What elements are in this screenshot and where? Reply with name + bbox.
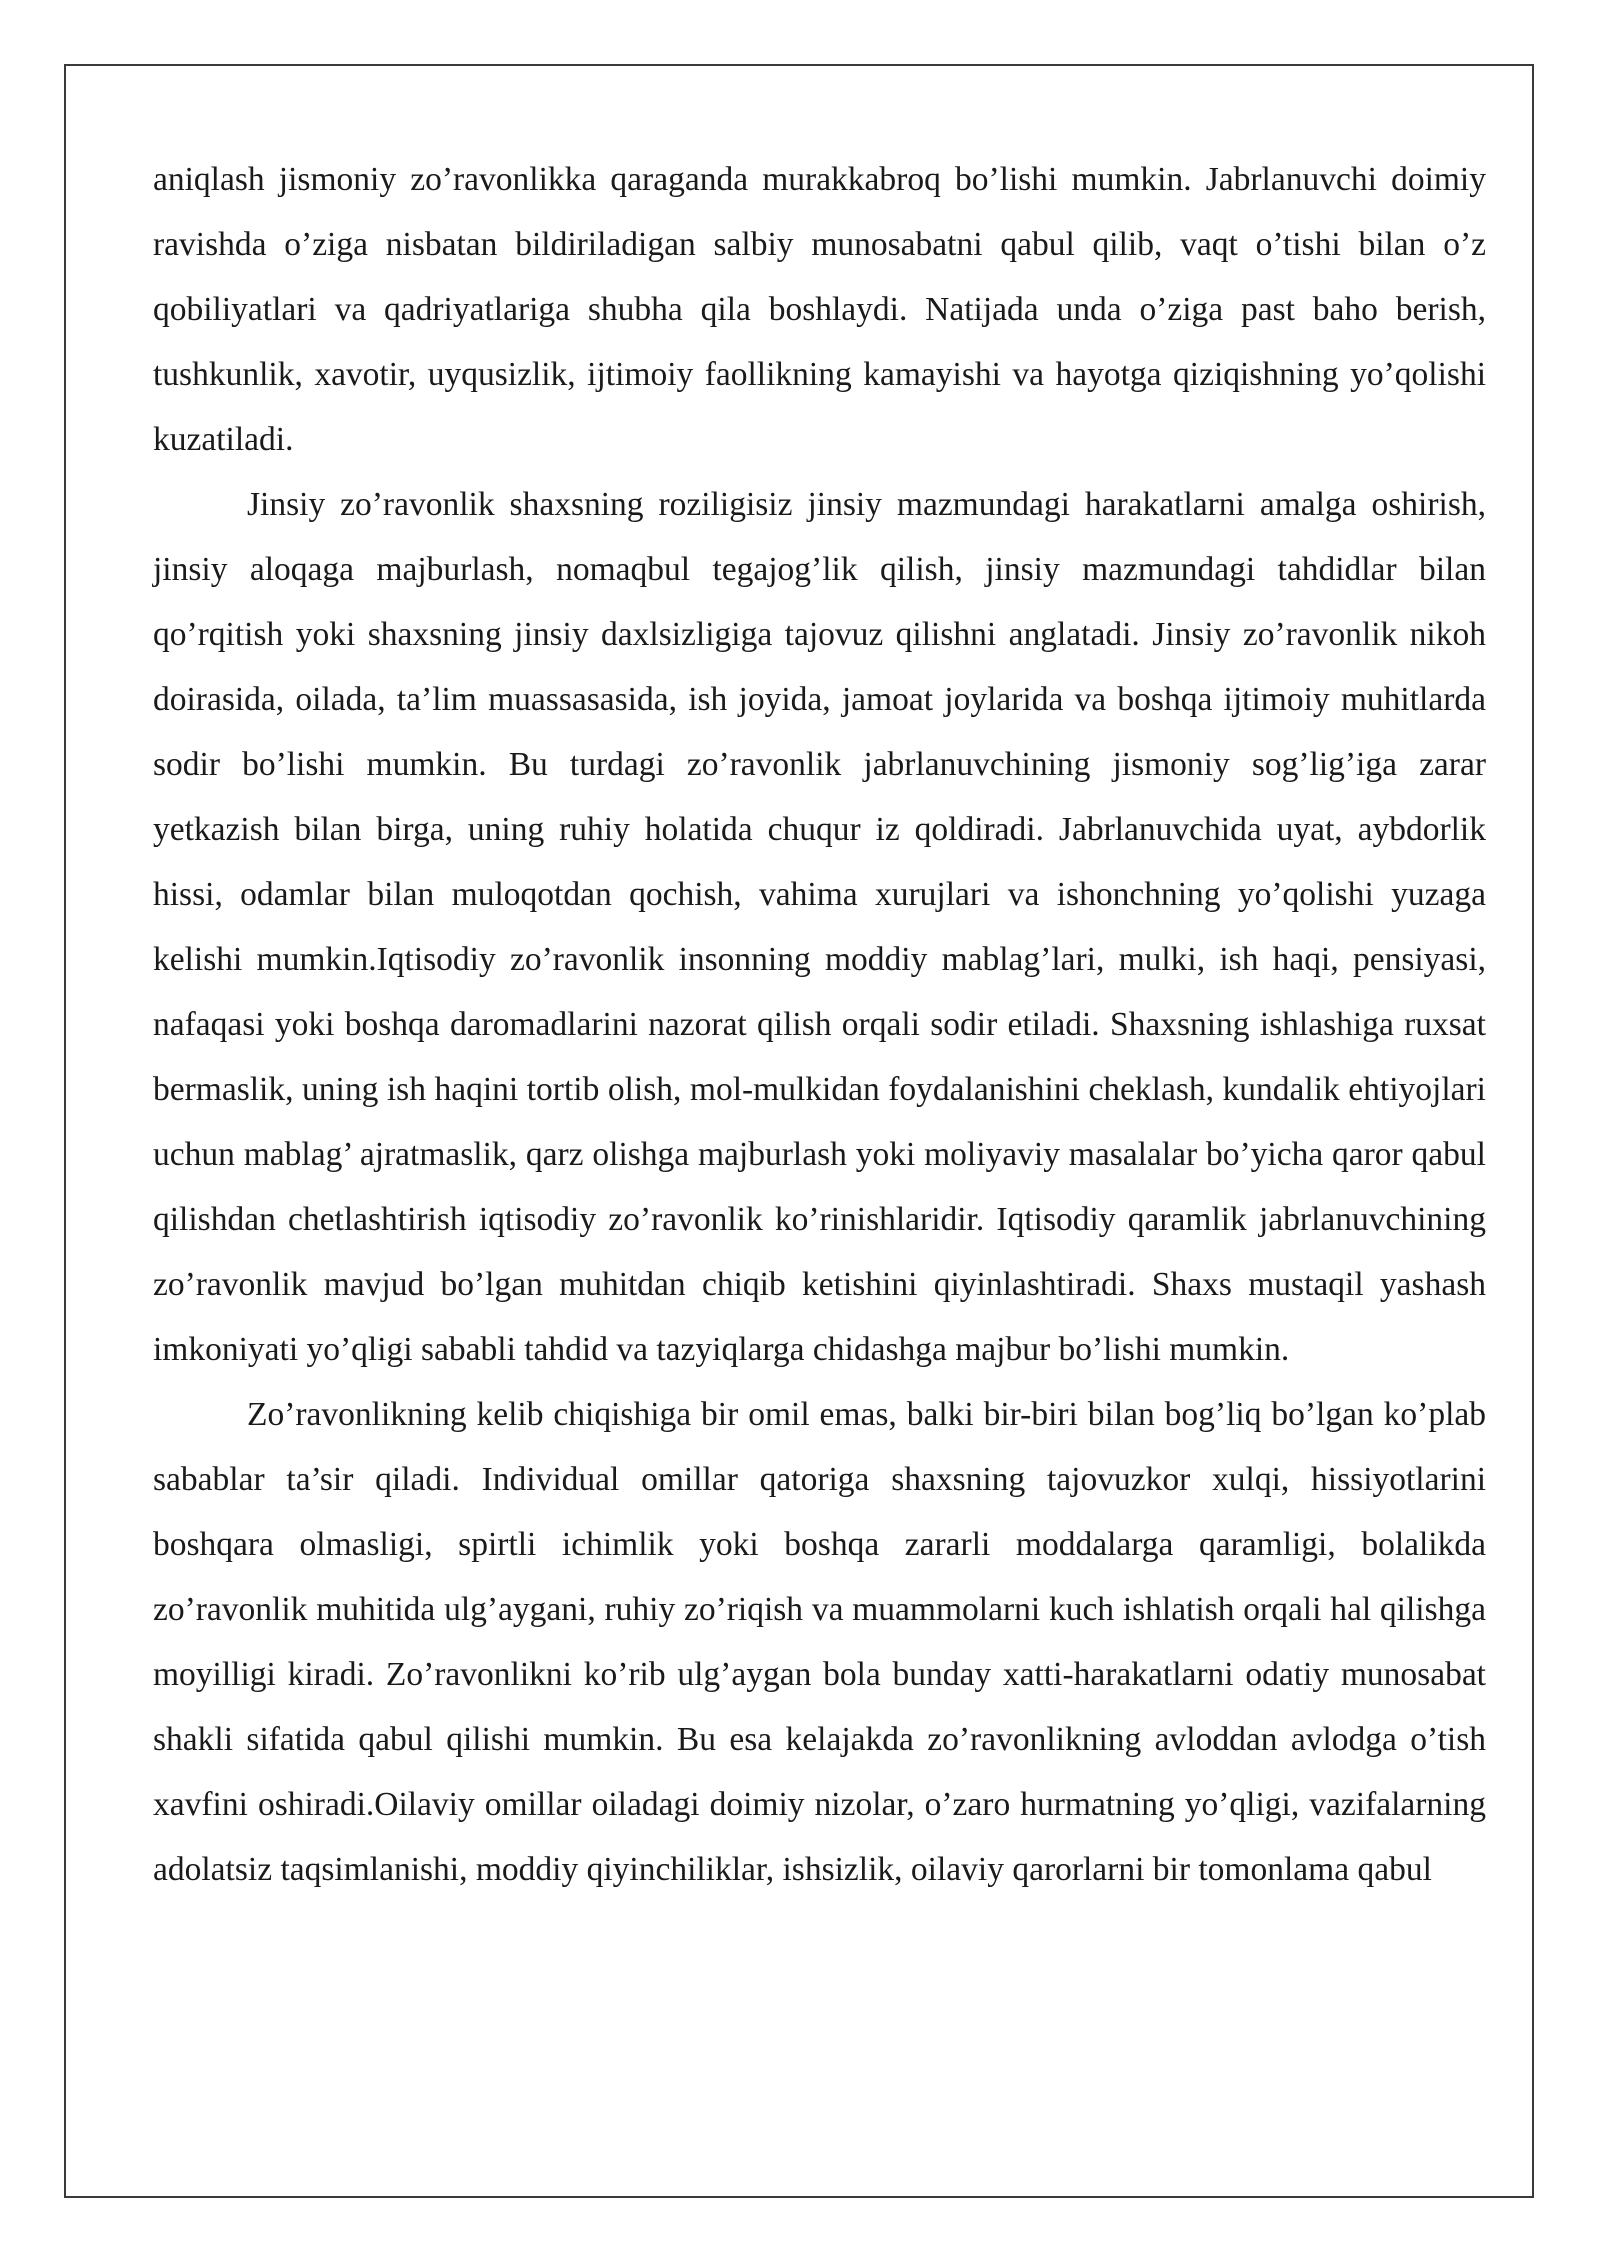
paragraph-2: Jinsiy zo’ravonlik shaxsning roziligisiz jinsiy mazmundagi harakatlarni amalga oshirish, jinsiy aloqaga majburlash, nomaqbul tegajog’lik qilish, jinsiy mazmundagi tahdidlar bilan qo’rqitish yoki shaxsning jinsiy daxlsizligiga tajovuz qilishni anglatadi. Jinsiy zo’ravonlik nikoh doirasida, oilada, ta’lim muassasasida, ish joyida, jamoat joylarida va boshqa ijtimoiy muhitlarda sodir bo’lishi mumkin. Bu turdagi zo’ravonlik jabrlanuvchining jismoniy sog’lig’iga zarar yetkazish bilan birga, uning ruhiy holatida chuqur iz qoldiradi. Jabrlanuvchida uyat, aybdorlik hissi, odamlar bilan muloqotdan qochish, vahima xurujlari va ishonchning yo’qolishi yuzaga kelishi mumkin.Iqtisodiy zo’ravonlik insonning moddiy mablag’lari, mulki, ish haqi, pensiyasi, nafaqasi yoki boshqa daromadlarini nazorat qilish orqali sodir etiladi. Shaxsning ishlashiga ruxsat bermaslik, uning ish haqini tortib olish, mol-mulkidan foydalanishini cheklash, kundalik ehtiyojlari uchun mablag’ ajratmaslik, qarz olishga majburlash yoki moliyaviy masalalar bo’yicha qaror qabul qilishdan chetlashtirish iqtisodiy zo’ravonlik ko’rinishlaridir. Iqtisodiy qaramlik jabrlanuvchining zo’ravonlik mavjud bo’lgan muhitdan chiqib ketishini qiyinlashtiradi. Shaxs mustaqil yashash imkoniyati yo’qligi sababli tahdid va tazyiqlarga chidashga majbur bo’lishi mumkin.: [153, 486, 1486, 1368]
paragraph-1: aniqlash jismoniy zo’ravonlikka qaraganda murakkabroq bo’lishi mumkin. Jabrlanuvchi doimiy ravishda o’ziga nisbatan bildiriladigan salbiy munosabatni qabul qilib, vaqt o’tishi bilan o’z qobiliyatlari va qadriyatlariga shubha qila boshlaydi. Natijada unda o’ziga past baho berish, tushkunlik, xavotir, uyqusizlik, ijtimoiy faollikning kamayishi va hayotga qiziqishning yo’qolishi kuzatiladi.: [153, 161, 1486, 458]
document-body: [153, 147, 1486, 1902]
paragraph-3: Zo’ravonlikning kelib chiqishiga bir omil emas, balki bir-biri bilan bog’liq bo’lgan ko’plab sabablar ta’sir qiladi. Individual omillar qatoriga shaxsning tajovuzkor xulqi, hissiyotlarini boshqara olmasligi, spirtli ichimlik yoki boshqa zararli moddalarga qaramligi, bolalikda zo’ravonlik muhitida ulg’aygani, ruhiy zo’riqish va muammolarni kuch ishlatish orqali hal qilishga moyilligi kiradi. Zo’ravonlikni ko’rib ulg’aygan bola bunday xatti-harakatlarni odatiy munosabat shakli sifatida qabul qilishi mumkin. Bu esa kelajakda zo’ravonlikning avloddan avlodga o’tish xavfini oshiradi.Oilaviy omillar oiladagi doimiy nizolar, o’zaro hurmatning yo’qligi, vazifalarning adolatsiz taqsimlanishi, moddiy qiyinchiliklar, ishsizlik, oilaviy qarorlarni bir tomonlama qabul: [153, 1396, 1486, 1888]
